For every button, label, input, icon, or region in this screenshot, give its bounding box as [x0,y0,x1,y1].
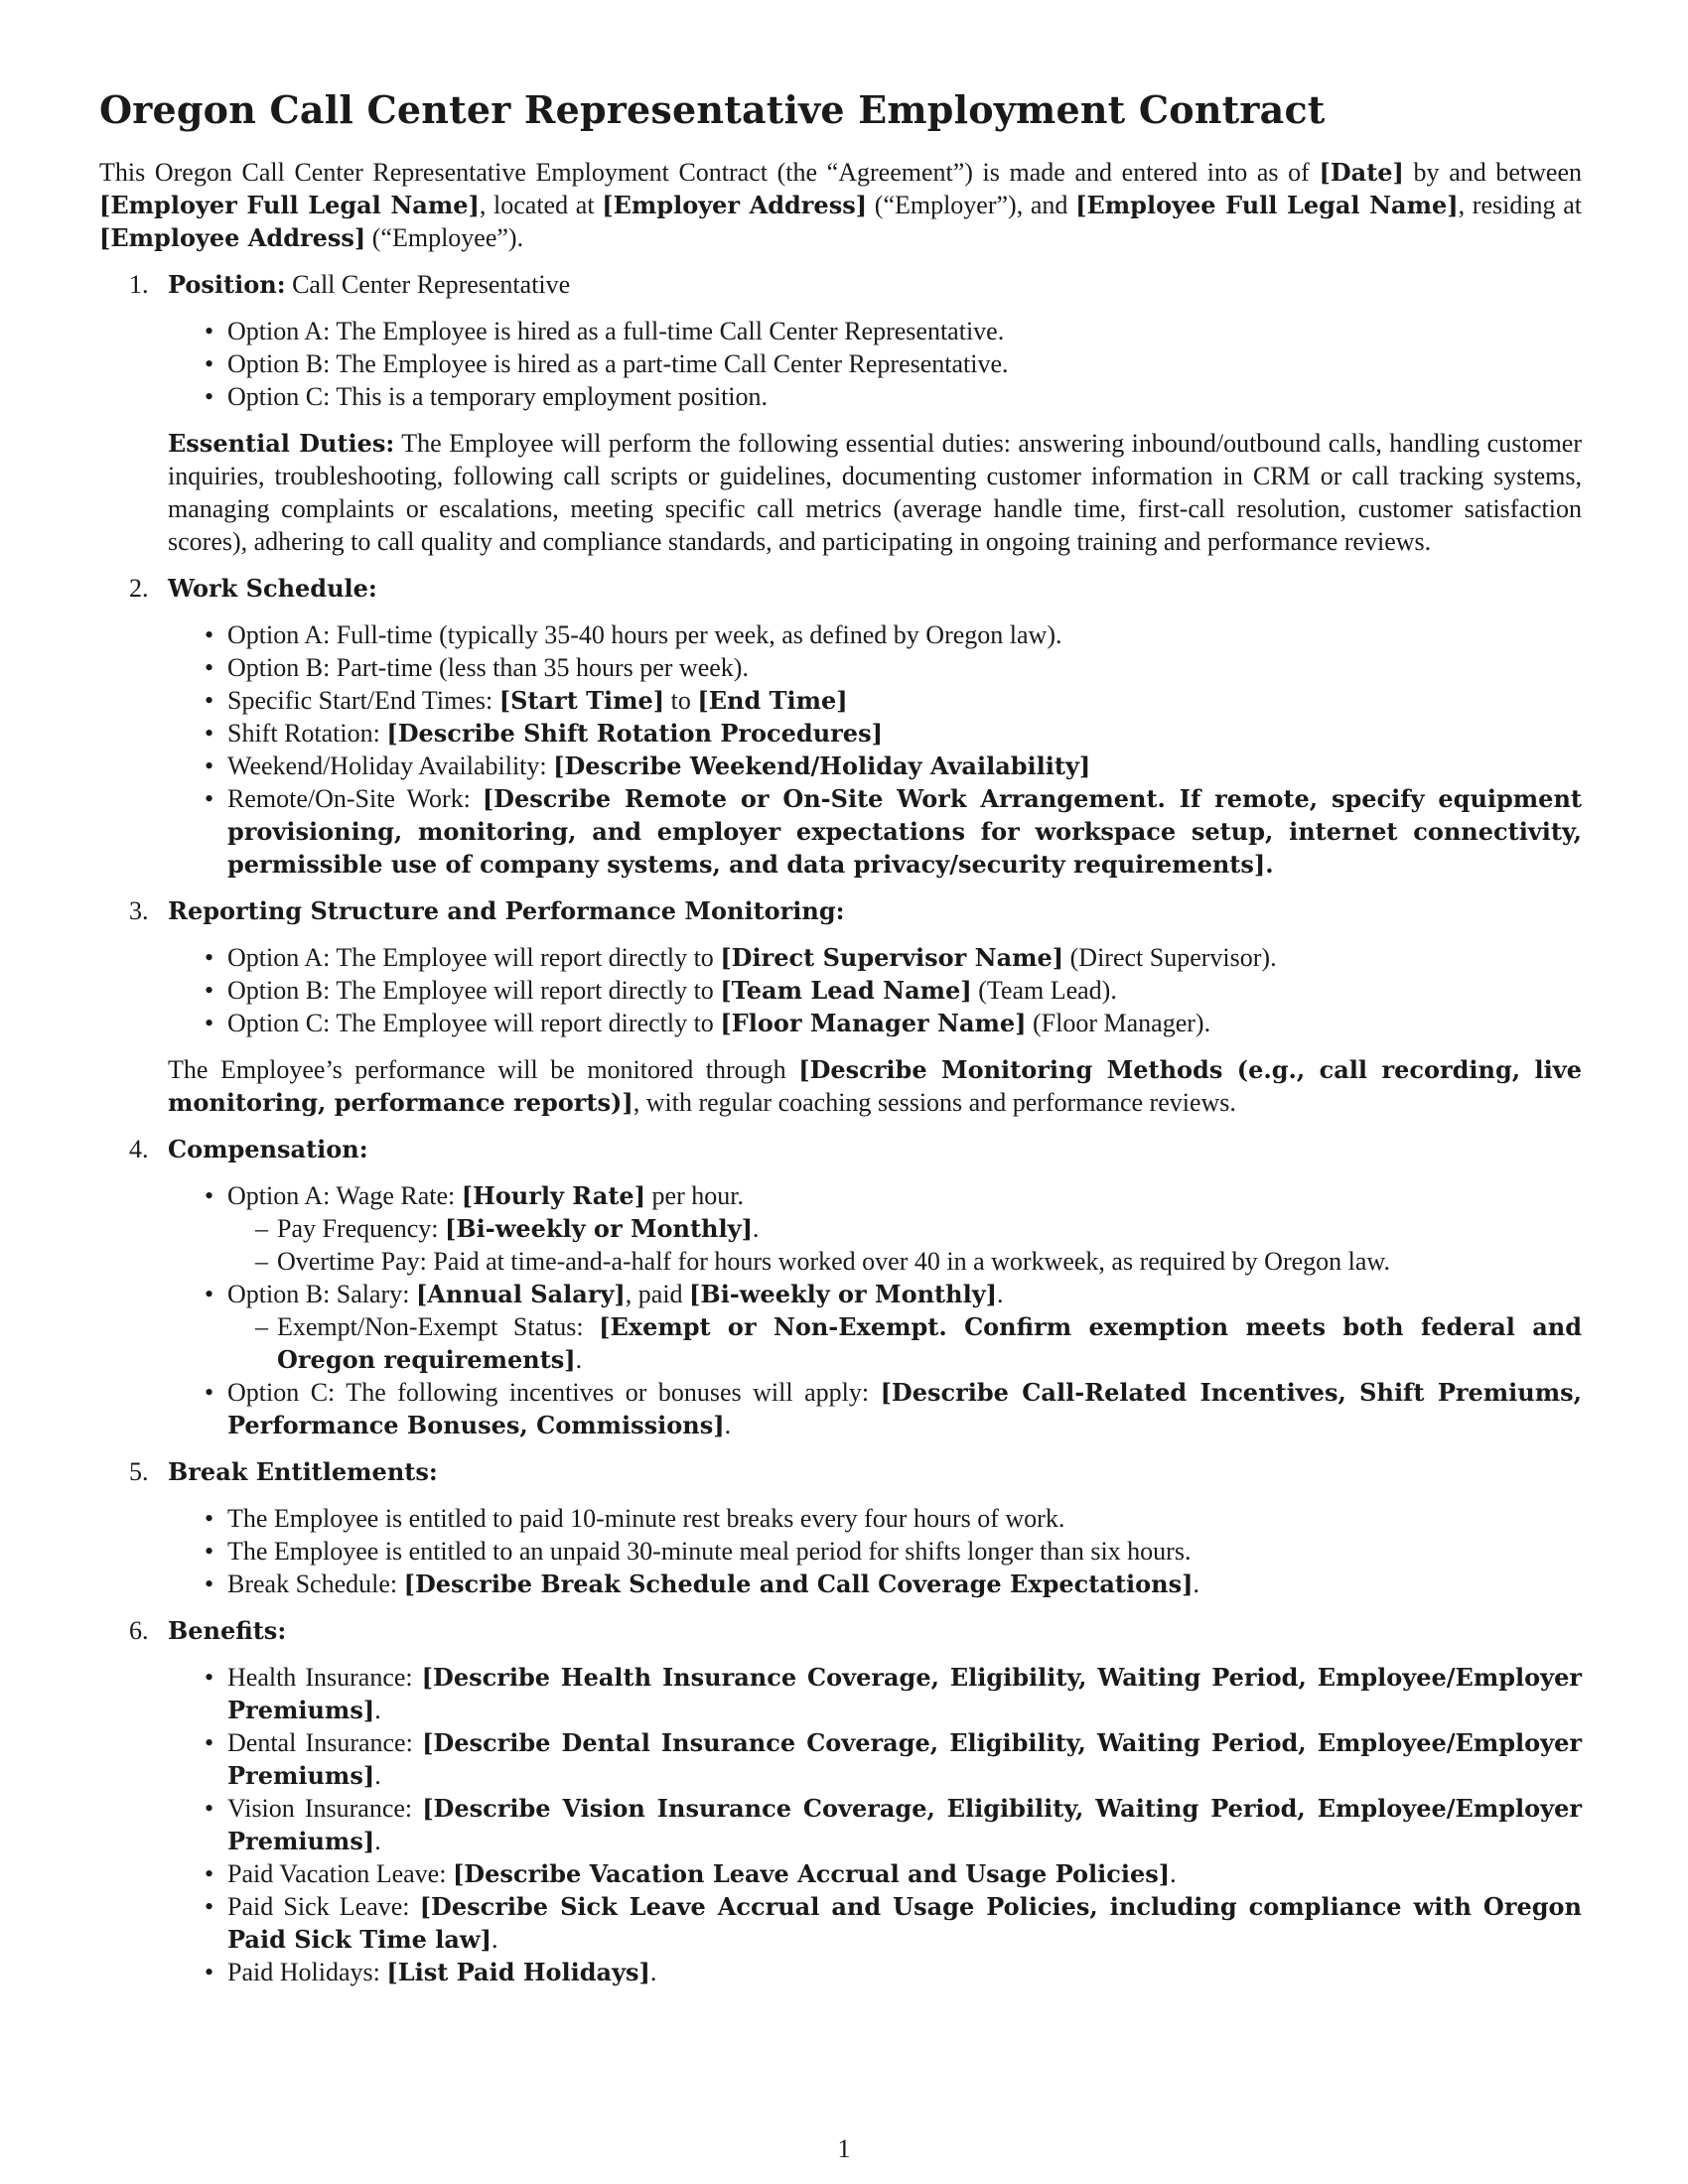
benefit-options [168,1661,1582,1988]
employee-address-placeholder: [Employee Address] [99,223,366,252]
list-item: • Option C: The Employee will report directly to [Floor Manager Name] (Floor Manager). [168,1007,1582,1039]
section-heading: Break Entitlements: [168,1457,438,1486]
list-item: • Option C: This is a temporary employment position. [168,380,1582,413]
section-heading: Compensation: [168,1135,368,1163]
list-item: • Option C: The following incentives or bonuses will apply: [Describe Call-Related Incentives, Shift Premiums, Performance Bonuses, Commissions]. [168,1376,1582,1441]
section-break-entitlements [99,1455,1582,1600]
employee-name-placeholder: [Employee Full Legal Name] [1075,191,1459,219]
list-item: • Health Insurance: [Describe Health Insurance Coverage, Eligibility, Waiting Period, Employee/Employer Premiums]. [168,1661,1582,1726]
list-item: • Option A: Full-time (typically 35-40 hours per week, as defined by Oregon law). [168,618,1582,651]
document-title: Oregon Call Center Representative Employment Contract [99,87,1326,132]
list-item: • Break Schedule: [Describe Break Schedule and Call Coverage Expectations]. [168,1568,1582,1600]
section-number: 3. [129,896,149,925]
employer-name-placeholder: [Employer Full Legal Name] [99,191,480,219]
section-position: 1. Position: Call Center Representative • Option A: The Employee is hired as a full-time Call Center Representative. • Option B: The Employee is hired as a part-time Call Center Representative. • Option C: This is a temporary employment position. Essential Duties: The Employee will perform the following essential duties: answering inbound/outbound calls, handling customer inquiries, troubleshooting, following call scripts or guidelines, documenting customer information in CRM or call tracking systems, managing complaints or escalations, meeting specific call metrics (average handle time, first-call resolution, customer satisfaction scores), adhering to call quality and compliance standards, and participating in ongoing training and performance reviews. [99,268,1582,558]
date-placeholder: [Date] [1319,158,1404,187]
section-number: 4. [129,1135,149,1163]
section-compensation [99,1133,1582,1441]
list-item: • The Employee is entitled to an unpaid 30-minute meal period for shifts longer than six hours. [168,1535,1582,1568]
list-item: • Specific Start/End Times: [Start Time] to [End Time] [168,684,1582,717]
section-reporting-structure [99,894,1582,1119]
list-item: • Paid Holidays: [List Paid Holidays]. [168,1956,1582,1988]
break-options [168,1502,1582,1600]
contract-page [99,87,1582,2002]
section-number: 2. [129,574,149,603]
list-item: • Option A: Wage Rate: [Hourly Rate] per hour. – Pay Frequency: [Bi-weekly or Monthly]. – Overtime Pay: Paid at time-and-a-half for hours worked over 40 in a workweek, as required by Oregon law. [168,1179,1582,1278]
salary-sublist [227,1310,1582,1376]
monitoring-paragraph: The Employee’s performance will be monitored through [Describe Monitoring Methods (e.g., call recording, live monitoring, performance reports)], with regular coaching sessions and performance reviews. [168,1055,1582,1117]
list-item: • Vision Insurance: [Describe Vision Insurance Coverage, Eligibility, Waiting Period, Employee/Employer Premiums]. [168,1792,1582,1857]
compensation-options [168,1179,1582,1441]
section-heading: Work Schedule: [168,574,377,603]
list-item: • Paid Vacation Leave: [Describe Vacation Leave Accrual and Usage Policies]. [168,1857,1582,1890]
list-item: – Overtime Pay: Paid at time-and-a-half for hours worked over 40 in a workweek, as required by Oregon law. [227,1245,1582,1278]
section-work-schedule [99,572,1582,881]
section-benefits [99,1614,1582,1988]
wage-sublist [227,1212,1582,1278]
section-heading: Benefits: [168,1616,287,1645]
list-item: – Pay Frequency: [Bi-weekly or Monthly]. [227,1212,1582,1245]
list-item: • Dental Insurance: [Describe Dental Insurance Coverage, Eligibility, Waiting Period, Employee/Employer Premiums]. [168,1726,1582,1792]
page-number: 1 [837,2134,851,2163]
list-item: • The Employee is entitled to paid 10-minute rest breaks every four hours of work. [168,1502,1582,1535]
employer-address-placeholder: [Employer Address] [602,191,868,219]
section-number: 6. [129,1616,149,1645]
section-number: 1. [129,270,149,299]
list-item: – Exempt/Non-Exempt Status: [Exempt or Non-Exempt. Confirm exemption meets both federal and Oregon requirements]. [227,1310,1582,1376]
section-heading: Reporting Structure and Performance Monitoring: [168,896,845,925]
contract-sections [99,268,1582,1988]
essential-duties-paragraph: Essential Duties: The Employee will perform the following essential duties: answering inbound/outbound calls, handling customer inquiries, troubleshooting, following call scripts or guidelines, documenting customer information in CRM or call tracking systems, managing complaints or escalations, meeting specific call metrics (average handle time, first-call resolution, customer satisfaction scores), adhering to call quality and compliance standards, and participating in ongoing training and performance reviews. [168,429,1582,556]
list-item: • Remote/On-Site Work: [Describe Remote or On-Site Work Arrangement. If remote, specify equipment provisioning, monitoring, and employer expectations for workspace setup, internet connectivity, permissible use of company systems, and data privacy/security requirements]. [168,782,1582,881]
list-item: • Option B: Part-time (less than 35 hours per week). [168,651,1582,684]
list-item: • Option A: The Employee will report directly to [Direct Supervisor Name] (Direct Supervisor). [168,941,1582,974]
list-item: • Shift Rotation: [Describe Shift Rotation Procedures] [168,717,1582,750]
list-item: • Option B: Salary: [Annual Salary], paid [Bi-weekly or Monthly]. – Exempt/Non-Exempt Status: [Exempt or Non-Exempt. Confirm exemption meets both federal and Oregon requirements]. [168,1278,1582,1376]
section-number: 5. [129,1457,149,1486]
list-item: • Option B: The Employee will report directly to [Team Lead Name] (Team Lead). [168,974,1582,1007]
reporting-options [168,941,1582,1039]
section-heading: Position: [168,270,286,299]
list-item: • Paid Sick Leave: [Describe Sick Leave Accrual and Usage Policies, including compliance with Oregon Paid Sick Time law]. [168,1890,1582,1956]
position-options [168,315,1582,413]
schedule-options [168,618,1582,881]
list-item: • Option B: The Employee is hired as a part-time Call Center Representative. [168,347,1582,380]
list-item: • Option A: The Employee is hired as a full-time Call Center Representative. [168,315,1582,347]
list-item: • Weekend/Holiday Availability: [Describe Weekend/Holiday Availability] [168,750,1582,782]
intro-paragraph: This Oregon Call Center Representative Employment Contract (the “Agreement”) is made and entered into as of [Date] by and between [Employer Full Legal Name], located at [Employer Address] (“Employer”), and [Employee Full Legal Name], residing at [Employee Address] (“Employee”). [99,158,1582,252]
